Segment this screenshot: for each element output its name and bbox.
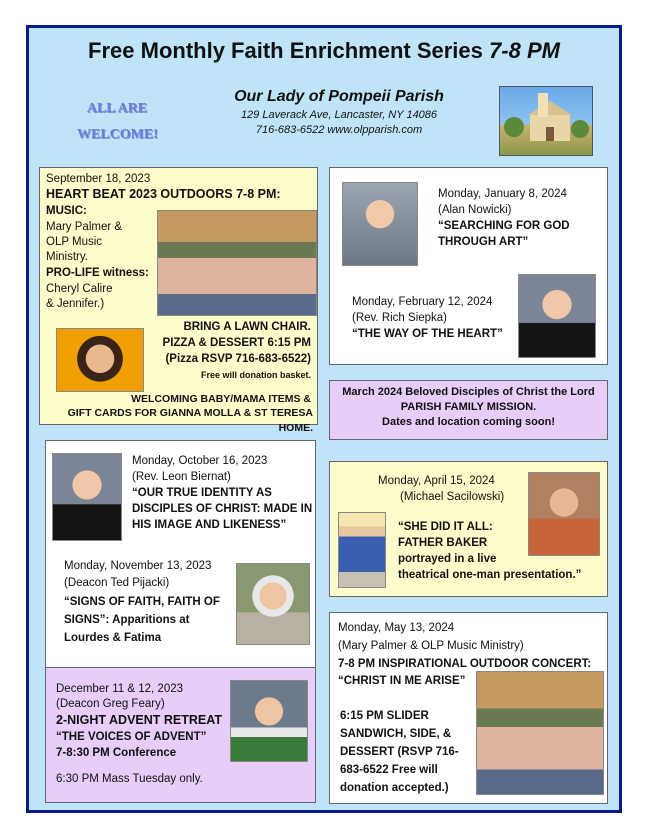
jan-feb-events <box>329 167 608 365</box>
event-title: SIGNS”: Apparitions at <box>64 614 190 626</box>
slider-line: 683-6522 Free will <box>340 764 438 776</box>
event-title: “CHRIST IN ME ARISE” <box>338 675 466 687</box>
event-title: “SHE DID IT ALL: <box>398 521 493 533</box>
event-speaker: (Deacon Greg Feary) <box>56 698 165 710</box>
event-speaker: (Michael Sacilowski) <box>400 491 505 503</box>
parish-address: 129 Laverack Ave, Lancaster, NY 14086 <box>240 109 438 121</box>
church-icon <box>500 87 592 155</box>
event-date: December 11 & 12, 2023 <box>56 683 184 695</box>
prolife-label: PRO-LIFE witness: <box>46 267 149 279</box>
parish-contact: 716-683-6522 www.olpparish.com <box>255 124 423 136</box>
december-retreat <box>45 667 316 803</box>
music-line: Mary Palmer & <box>46 221 123 233</box>
event-heading: 2-NIGHT ADVENT RETREAT <box>56 713 222 727</box>
event-title: Lourdes & Fatima <box>64 632 162 644</box>
conference-time: 7-8:30 PM Conference <box>56 747 177 759</box>
welcome-line: WELCOME! <box>77 127 158 142</box>
church-photo <box>499 86 593 156</box>
all-are-line: ALL ARE <box>86 101 148 116</box>
music-label: MUSIC: <box>46 205 87 217</box>
concert-heading: 7-8 PM INSPIRATIONAL OUTDOOR CONCERT: <box>338 658 592 670</box>
event-date: Monday, January 8, 2024 <box>438 188 567 200</box>
april-event <box>329 461 608 597</box>
event-speaker: (Mary Palmer & OLP Music Ministry) <box>338 640 524 652</box>
greg-feary-photo <box>230 680 308 762</box>
welcoming-line: WELCOMING BABY/MAMA ITEMS & <box>131 393 311 405</box>
march-mission <box>329 380 608 440</box>
event-title: portrayed in a live <box>398 553 497 565</box>
event-date: Monday, February 12, 2024 <box>352 296 493 308</box>
mission-line: PARISH FAMILY MISSION. <box>400 401 537 413</box>
slider-line: DESSERT (RSVP 716- <box>340 746 459 758</box>
all-are-welcome <box>77 96 157 148</box>
event-title: THROUGH ART” <box>438 236 529 248</box>
may-concert <box>329 612 608 804</box>
cheryl-photo <box>56 328 144 392</box>
mass-note: 6:30 PM Mass Tuesday only. <box>56 773 203 785</box>
event-date: Monday, November 13, 2023 <box>64 560 212 572</box>
event-heading: HEART BEAT 2023 OUTDOORS 7-8 PM: <box>46 187 281 201</box>
ted-pijacki-photo <box>236 563 310 645</box>
event-title: FATHER BAKER <box>398 537 488 549</box>
pizza-rsvp: (Pizza RSVP 716-683-6522) <box>165 353 311 365</box>
slider-line: donation accepted.) <box>340 782 449 794</box>
event-title: DISCIPLES OF CHRIST: MADE IN <box>132 503 313 515</box>
welcoming-line: GIFT CARDS FOR GIANNA MOLLA & ST TERESA HOME. <box>67 407 313 434</box>
event-title: “SEARCHING FOR GOD <box>438 220 570 232</box>
mission-line: Dates and location coming soon! <box>382 416 555 428</box>
concert-group-photo <box>476 671 604 795</box>
mission-line: March 2024 Beloved Disciples of Christ the Lord <box>342 386 595 398</box>
event-title: “THE VOICES OF ADVENT” <box>56 731 207 743</box>
title-time: 7-8 PM <box>489 38 560 63</box>
slider-line: 6:15 PM SLIDER <box>340 710 429 722</box>
flyer-frame <box>26 25 622 813</box>
music-ministry-photo <box>157 210 317 316</box>
music-line: OLP Music <box>46 236 103 248</box>
mary-statue-photo <box>338 512 386 588</box>
event-title: “THE WAY OF THE HEART” <box>352 328 503 340</box>
event-title: “OUR TRUE IDENTITY AS <box>132 487 272 499</box>
event-date: Monday, April 15, 2024 <box>378 475 495 487</box>
event-title: theatrical one-man presentation.” <box>398 569 582 581</box>
event-date: Monday, May 13, 2024 <box>338 622 455 634</box>
event-date: Monday, October 16, 2023 <box>132 455 268 467</box>
music-line: Ministry. <box>46 251 88 263</box>
event-title: HIS IMAGE AND LIKENESS” <box>132 519 287 531</box>
leon-biernat-photo <box>52 453 122 541</box>
bring-chair: BRING A LAWN CHAIR. <box>183 321 311 333</box>
september-event <box>39 167 318 434</box>
event-speaker: (Alan Nowicki) <box>438 204 512 216</box>
donation-note: Free will donation basket. <box>200 370 311 380</box>
title-main: Free Monthly Faith Enrichment Series <box>88 38 483 63</box>
oct-nov-events <box>45 440 316 672</box>
alan-nowicki-photo <box>342 182 418 266</box>
prolife-line: Cheryl Calire <box>46 283 113 295</box>
pizza-time: PIZZA & DESSERT 6:15 PM <box>162 337 311 349</box>
event-speaker: (Deacon Ted Pijacki) <box>64 577 170 589</box>
michael-sacilowski-photo <box>528 472 600 556</box>
event-date: September 18, 2023 <box>46 173 151 185</box>
prolife-line: & Jennifer.) <box>46 298 105 310</box>
parish-name: Our Lady of Pompeii Parish <box>234 88 444 105</box>
event-speaker: (Rev. Rich Siepka) <box>352 312 448 324</box>
slider-line: SANDWICH, SIDE, & <box>340 728 452 740</box>
event-speaker: (Rev. Leon Biernat) <box>132 471 231 483</box>
parish-info <box>189 88 489 136</box>
page-title <box>29 38 619 64</box>
event-title: “SIGNS OF FAITH, FAITH OF <box>64 596 220 608</box>
rich-siepka-photo <box>518 274 596 358</box>
